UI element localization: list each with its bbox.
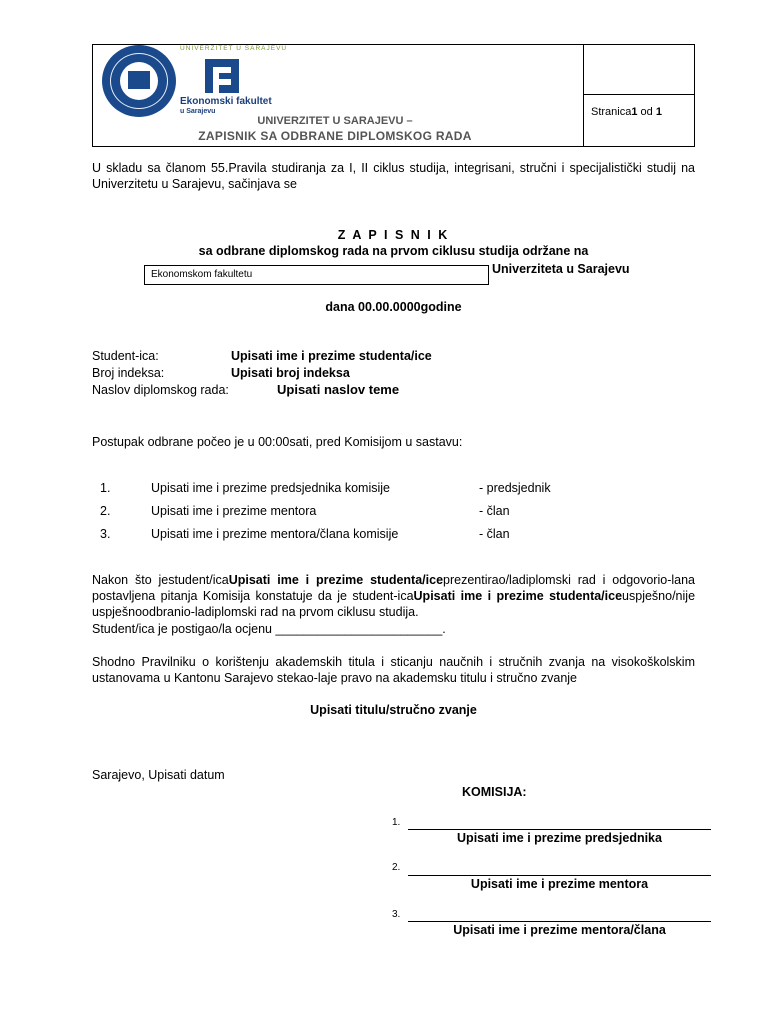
page-of: od (640, 106, 653, 118)
title-placeholder[interactable]: Upisati titulu/stručno zvanje (310, 703, 477, 717)
committee-name[interactable]: Upisati ime i prezime predsjednika komisije (151, 481, 390, 495)
place-date[interactable]: Sarajevo, Upisati datum (92, 768, 225, 782)
header-divider (583, 45, 584, 146)
logo-small-text: UNIVERZITET U SARAJEVU (180, 45, 288, 52)
signature-name: Upisati ime i prezime predsjednika (457, 831, 662, 845)
signature-num: 3. (392, 909, 401, 920)
signature-line[interactable] (408, 829, 711, 830)
faculty-city: u Sarajevu (180, 108, 216, 115)
university-seal-icon (102, 45, 176, 117)
date-line: dana 00.00.0000godine (325, 300, 462, 314)
committee-role: - član (479, 527, 510, 541)
result-student-name[interactable]: Upisati ime i prezime studenta/ice (228, 573, 444, 587)
grade-line[interactable]: Student/ica je postigao/la ocjenu ________________________. (92, 622, 446, 636)
university-suffix: Univerziteta u Sarajevu (492, 262, 630, 276)
committee-num: 3. (100, 527, 111, 541)
result-paragraph (92, 572, 695, 620)
page-label: Stranica (591, 106, 632, 118)
result-student-name[interactable]: Upisati ime i prezime studenta/ice (413, 589, 623, 603)
result-text: prezentirao/ladiplomski rad i odgovorio-lana postavljena pitanja Komisija konstatuje da je student-ica (92, 573, 695, 603)
header-divider (583, 94, 695, 95)
committee-name[interactable]: Upisati ime i prezime mentora/člana komisije (151, 527, 399, 541)
document-subtitle: sa odbrane diplomskog rada na prvom ciklusu studija održane na (198, 244, 589, 258)
index-value[interactable]: Upisati broj indeksa (231, 366, 350, 380)
intro-paragraph: U skladu sa članom 55.Pravila studiranja za I, II ciklus studija, integrisani, stručni i specijalistički studij na Univerzitetu u Sarajevu, sačinjava se (92, 161, 695, 191)
thesis-label: Naslov diplomskog rada: (92, 383, 229, 397)
rule-paragraph: Shodno Pravilniku o korištenju akademskih titula i sticanju naučnih i stručnih zvanja na visokoškolskim ustanovama u Kantonu Sarajevo stekao-laje pravo na akademsku titulu i stručno zvanje (92, 655, 695, 685)
signature-num: 1. (392, 817, 401, 828)
faculty-logo-icon (205, 59, 239, 93)
signature-name: Upisati ime i prezime mentora/člana (453, 923, 666, 937)
committee-role: - član (479, 504, 510, 518)
komisija-label: KOMISIJA: (462, 785, 527, 799)
signature-line[interactable] (408, 875, 711, 876)
signature-num: 2. (392, 862, 401, 873)
student-label: Student-ica: (92, 349, 159, 363)
signature-line[interactable] (408, 921, 711, 922)
faculty-field[interactable]: Ekonomskom fakultetu (144, 265, 489, 285)
result-text: uspješno/nije uspješnoodbranio-ladiplomski rad na prvom ciklusu studija. (92, 589, 696, 619)
committee-name[interactable]: Upisati ime i prezime mentora (151, 504, 317, 518)
signature-name: Upisati ime i prezime mentora (470, 877, 649, 891)
index-label: Broj indeksa: (92, 366, 165, 380)
committee-num: 1. (100, 481, 111, 495)
committee-num: 2. (100, 504, 111, 518)
result-text: Nakon što jestudent/ica (92, 573, 229, 587)
committee-role: - predsjednik (479, 481, 551, 495)
procedure-line: Postupak odbrane počeo je u 00:00sati, pred Komisijom u sastavu: (92, 435, 463, 449)
form-title: ZAPISNIK SA ODBRANE DIPLOMSKOG RADA (198, 129, 472, 143)
student-value[interactable]: Upisati ime i prezime studenta/ice (231, 349, 432, 363)
faculty-name: Ekonomski fakultet (180, 96, 272, 107)
page-number: 1 (631, 106, 638, 118)
university-line: UNIVERZITET U SARAJEVU – (257, 115, 413, 127)
page-total: 1 (655, 106, 662, 118)
document-title: Z A P I S N I K (337, 228, 450, 242)
thesis-value[interactable]: Upisati naslov teme (277, 382, 400, 397)
page-indicator (591, 106, 662, 118)
